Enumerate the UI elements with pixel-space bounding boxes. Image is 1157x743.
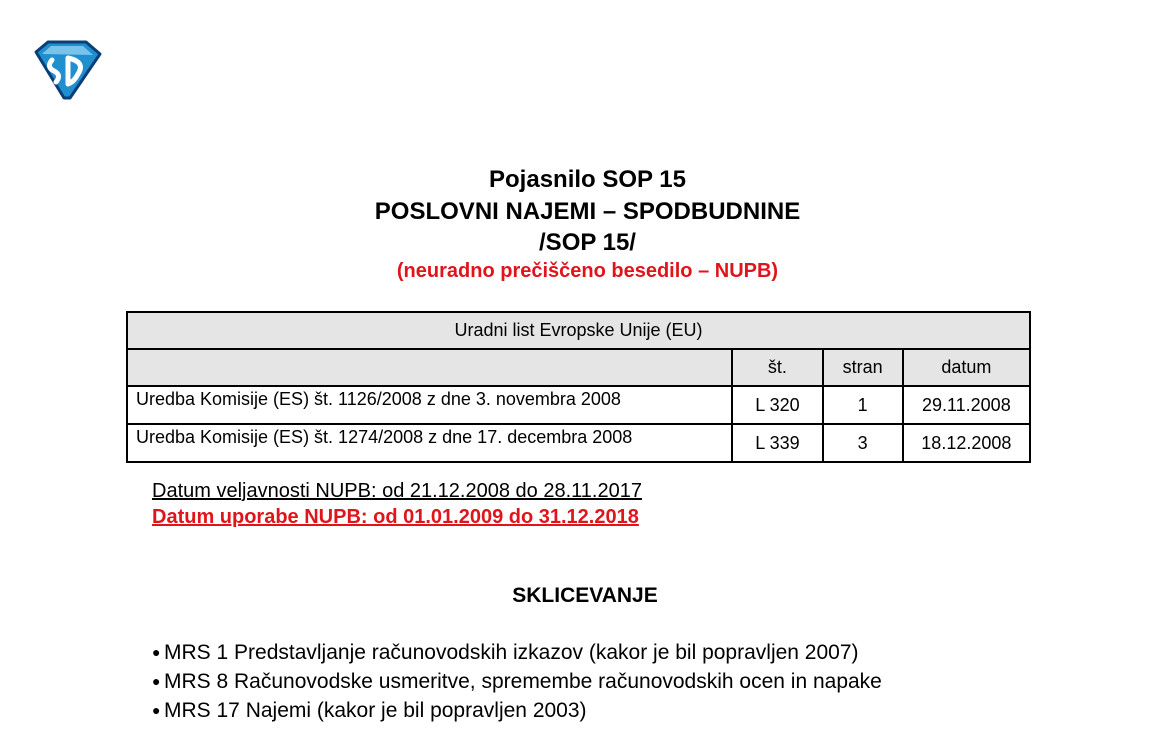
list-item — [152, 667, 882, 696]
header-number: št. — [732, 349, 822, 386]
regulation-cell: Uredba Komisije (ES) št. 1126/2008 z dne 3. novembra 2008 — [127, 386, 732, 424]
usage-date: Datum uporabe NUPB: od 01.01.2009 do 31.12.2018 — [152, 506, 639, 528]
list-item — [152, 696, 882, 725]
page-cell: 1 — [823, 386, 903, 424]
reference-text: MRS 1 Predstavljanje računovodskih izkazov (kakor je bil popravljen 2007) — [164, 641, 859, 664]
header-page: stran — [823, 349, 903, 386]
table-row — [127, 424, 1030, 462]
header-blank — [127, 349, 732, 386]
table-caption-row — [127, 312, 1030, 349]
table-row — [127, 386, 1030, 424]
date-cell: 18.12.2008 — [903, 424, 1030, 462]
reference-text: MRS 8 Računovodske usmeritve, spremembe računovodskih ocen in napake — [164, 670, 882, 693]
page-cell: 3 — [823, 424, 903, 462]
official-journal-table — [126, 311, 1031, 463]
number-cell: L 339 — [732, 424, 822, 462]
list-item — [152, 638, 882, 667]
date-cell: 29.11.2008 — [903, 386, 1030, 424]
section-heading: SKLICEVANJE — [512, 584, 658, 607]
document-code: /SOP 15/ — [539, 229, 636, 256]
bullet-icon: ● — [152, 644, 161, 660]
table-header-row — [127, 349, 1030, 386]
bullet-icon: ● — [152, 702, 161, 718]
validity-date: Datum veljavnosti NUPB: od 21.12.2008 do 28.11.2017 — [152, 480, 642, 502]
table-caption: Uradni list Evropske Unije (EU) — [127, 312, 1030, 349]
header-date: datum — [903, 349, 1030, 386]
bullet-icon: ● — [152, 673, 161, 689]
document-note: (neuradno prečiščeno besedilo – NUPB) — [396, 260, 779, 282]
regulation-cell: Uredba Komisije (ES) št. 1274/2008 z dne 17. decembra 2008 — [127, 424, 732, 462]
reference-list — [152, 638, 882, 725]
reference-text: MRS 17 Najemi (kakor je bil popravljen 2003) — [164, 699, 587, 722]
sd-logo — [30, 40, 104, 100]
number-cell: L 320 — [732, 386, 822, 424]
document-subtitle: POSLOVNI NAJEMI – SPODBUDNINE — [374, 198, 801, 225]
document-title: Pojasnilo SOP 15 — [489, 166, 686, 193]
